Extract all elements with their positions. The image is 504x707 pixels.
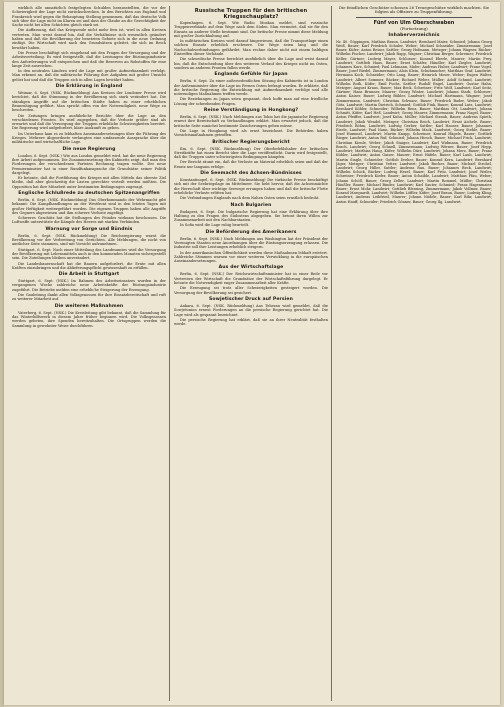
article-headline: Die Beförderung des Amerikaners	[205, 229, 297, 235]
article-headline: Nach Bulgarien	[230, 202, 272, 208]
article-paragraph: Berlin, 6. Sept. (NSK.) Nach Meldungen aus Washington hat der Präsident der Vereinigten Staaten neue Anordnungen über die Rüstungserzeugung erlassen. Die Industrie soll ihre Leistungen erheblich steigern.	[174, 236, 328, 250]
column-3	[336, 6, 492, 701]
section-divider	[356, 17, 472, 18]
article-paragraph: Berlin, 6. Sept. (NSK. Rückmeldung) Die Reichsregierung warnt die Bevölkerung vor der Verbreitung von Gerüchten. Alle Meldungen, die nicht von amtlicher Seite stammen, sind mit Vorsicht aufzunehmen.	[12, 233, 166, 247]
article-paragraph: Die Erzeugung sei trotz aller Schwierigkeiten gesteigert worden. Die Versorgung der Bevölkerung sei gesichert.	[174, 286, 328, 295]
list-subtitle: (Fortsetzung)	[400, 25, 428, 31]
article-paragraph: Er betonte, daß die Fortführung des Krieges mit allen Mitteln das oberste Ziel bleibe, daß aber gleichzeitig die Lasten gerechter verteilt werden müßten. Die Opposition hat ihre Mitarbeit unter bestimmten Bedingungen zugesagt.	[12, 176, 166, 189]
article-paragraph: Die Landesbauernschaft hat die Bauern aufgefordert, die Ernte mit allen Kräften einzubringen und die Ablieferungspflicht gewissenhaft zu erfüllen.	[12, 261, 166, 270]
article-paragraph: Die schwedische Presse berichtet ausführlich über die Lage und weist darauf hin, daß die Entscheidung über den weiteren Verlauf des Krieges nicht im Osten, sondern an anderen Fronten fallen werde.	[174, 57, 328, 70]
article-headline: Englische Schlußrede zu deutschen Spitzenangriffen	[18, 190, 160, 196]
article-paragraph: Konstantinopel, 6. Sept. (NSK. Rückmeldung) Die türkische Presse beschäftigt sich mit der Seekriegslage im Mittelmeer. Sie hebt hervor, daß die Achsenmächte die Herrschaft über wichtige Seewege errungen haben und daß die britische Flotte erhebliche Verluste erlitten hat.	[174, 178, 328, 195]
article-headline: Die neue Regierung	[62, 146, 116, 152]
article-paragraph: Stuttgart, 6. Sept. Nach einer Mitteilung des Landesamtes wird die Versorgung der Bevölkerung mit Lebensmitteln auch in den kommenden Monaten sichergestellt sein. Die Zuteilungen bleiben unverändert.	[12, 247, 166, 261]
article-headline: Russische Truppen für den britischen Kriegsschauplatz?	[194, 8, 308, 20]
article-paragraph: In den neutralen Ländern wird die Lage mit großer Aufmerksamkeit verfolgt. Man erkennt an, daß die militärische Führung ihre Aufgaben mit großer Umsicht gelöst hat und daß die Truppen sich in allen Lagen bewährt haben.	[12, 69, 166, 82]
column-rule	[331, 6, 332, 701]
article-headline: Aus der Wirtschaftslage	[218, 265, 284, 271]
column-2	[174, 6, 328, 701]
article-paragraph: Die persische Regierung hat erklärt, daß sie an ihrer Neutralität festhalten werde.	[174, 317, 328, 327]
newspaper-page	[4, 2, 500, 705]
name-list: Nr. 40. Göppingen, Mathias Braun, Landwirt; Bernhard Maier, Schmied; Johann Georg Weiß, Bauer; Karl Friedrich Schuler, Weber; Michael Schneider, Zimmermann; Josef Bauer, Küfer; Anton Reiser, Sattler; Georg Hofmann, Metzger; Johann Wagner, Bäcker; Wilhelm Fischer, Landwirt; Jakob Rapp, Wagner; Christian Berger, Schreiner; Friedrich Keller, Gärtner; Ludwig Mayer, Schlosser; Konrad Eberle, Maurer; Martin Frey, Landwirt; Gottlieb Haas, Bauer; Ernst Schäfer, Händler; Karl Ziegler, Landwirt; Johannes Kurz, Schmied; Paul Lehmann, Maler; Andreas Huber, Landwirt; Franz Vogel, Bauer; Josef Riedel, Zimmermann; Alois Klein, Schuhmacher; Matthias Graf, Landwirt; Hermann Koch, Schneider; Otto Lang, Bauer; Heinrich Moser, Weber; Eugen Walter, Landwirt; Albert Sommer, Bäcker; Richard Weber, Müller; Adolf Schmid, Landwirt; Wilhelm Roth, Küfer; Emil Fuchs, Sattler; Rudolf Engel, Landwirt; Gustav Hahn, Metzger; August Kraus, Bauer; Max Beck, Schreiner; Fritz Wolf, Landwirt; Karl Seitz, Gärtner; Hans Brunner, Maurer; Georg Winter, Landwirt; Johann Stark, Schlosser; Anton Kaiser, Bauer; Ludwig Bühler, Landwirt; Michael Hartmann, Wagner; Josef Zimmermann, Landwirt; Christian Schwarz, Bauer; Friedrich Bader, Weber; Jakob Götz, Landwirt; Martin Dietrich, Schmied; Gottlob Fink, Bauer; Konrad Lutz, Landwirt; Bernhard Köhler, Schneider; Wilhelm Renz, Bauer; Matthias Ott, Landwirt; Johann Schmitt, Küfer; Karl Heß, Landwirt; Georg Maurer, Zimmermann; Franz Nagel, Bauer; Anton Pfeiffer, Landwirt; Josef Kuhn, Müller; Michael Straub, Bauer; Andreas Spieth, Landwirt; Jakob Wendel, Metzger; Christian Reich, Landwirt; Ernst Aichele, Bauer; Friedrich Böhm, Landwirt; Ludwig Gerber, Sattler; Karl Hauser, Bauer; Johannes Eisele, Landwirt; Paul Nann, Bäcker; Wilhelm Mack, Landwirt; Georg Stehle, Bauer; Josef Hummel, Landwirt; Martin Knapp, Schreiner; Konrad Hägele, Bauer; Gottlieb Rieger, Landwirt; Anton Ruf, Schmied; Johann Hirsch, Bauer; Michael Frick, Landwirt; Christian Kienle, Weber; Jakob Staiger, Landwirt; Karl Widmann, Bauer; Friedrich Bosch, Landwirt; Georg Schnell, Zimmermann; Ludwig Wörner, Bauer; Josef Hepp, Landwirt; Matthias Haug, Küfer; Wilhelm Dürr, Landwirt; Johann Merz, Bauer; Franz Kübler, Landwirt; Anton Gaiser, Maurer; Ernst Häfele, Bauer; Karl Laub, Landwirt; Martin Single, Schneider; Gottlob Dreher, Bauer; Konrad Kern, Landwirt; Bernhard Jäger, Metzger; Christian Vetter, Landwirt; Jakob Bucher, Bauer; Michael Strobel, Landwirt; Georg Hiller, Sattler; Andreas Rau, Bauer; Johannes Beck, Landwirt; Wilhelm Schick, Bäcker; Ludwig Hezel, Bauer; Karl Fritz, Landwirt; Josef Weiler, Schreiner; Friedrich Kiefer, Bauer; Anton Schaible, Landwirt; Matthias Pfau, Weber; Johann Schöll, Bauer; Georg Zeller, Landwirt; Martin Rommel, Müller; Christian Häußler, Bauer; Michael Binder, Landwirt; Karl Sauter, Schmied; Franz Hagenmaier, Bauer; Ernst Mohr, Landwirt; Gottlieb Blessing, Zimmermann; Jakob Vollmer, Bauer; Konrad Marquardt, Landwirt; Wilhelm Löffler, Küfer; Josef Braun, Bauer; Ludwig Kling, Landwirt; Andreas Leibfried, Maurer; Johann Nädele, Bauer; Karl Bihr, Landwirt; Anton Hauff, Schneider; Friedrich Gönner, Bauer; Georg Ilg, Landwirt.	[336, 39, 492, 204]
article-paragraph: Budapest, 6. Sept. Die bulgarische Regierung hat eine Erklärung über ihre Haltung zu den Fragen des Südostens abgegeben. Sie betont ihren Willen zur Zusammenarbeit mit den Nachbarstaaten.	[174, 209, 328, 223]
article-paragraph: Berlin, 6. Sept. Zu einer außerordentlichen Sitzung des Kabinetts ist in London der Außenminister über die Lage im Fernen Osten befragt worden. Er erklärte, daß die britische Regierung die Entwicklung mit Aufmerksamkeit verfolge und alle notwendigen Maßnahmen treffen werde.	[174, 79, 328, 97]
article-paragraph: In der amerikanischen Öffentlichkeit werden diese Maßnahmen lebhaft erörtert. Zahlreiche Stimmen warnen vor einer weiteren Verwicklung in die europäischen Auseinandersetzungen.	[174, 250, 328, 264]
article-paragraph: Die Lage in Hongkong wird als ernst bezeichnet. Die Behörden haben Vorsichtsmaßnahmen getroffen.	[174, 128, 328, 138]
article-paragraph: In militärischen Kreisen wird darauf hingewiesen, daß die Transportlage einen solchen Einsatz erheblich erschwere. Die Wege seien lang und die Nachschubverbindungen gefährdet. Man rechne daher nicht mit einem baldigen Eintreffen dieser Verbände.	[174, 39, 328, 57]
list-title: Fünf von Ulm Oberschwaben	[373, 19, 455, 26]
article-paragraph: Kopenhagen, 6. Sept. Wie Radio Moskau meldet, sind russische Truppenverbände auf dem Wege nach dem Süden. Man vermutet, daß sie für den Einsatz an anderer Stelle bestimmt sind. Die britische Presse nimmt diese Meldung mit großer Zurückhaltung auf.	[174, 21, 328, 38]
article-paragraph: Die Verbindungen Englands nach dem Nahen Osten seien ernstlich bedroht.	[180, 196, 320, 201]
article-headline: Reine Verständigung in Hongkong?	[203, 108, 299, 114]
list-heading: Inhaberverzeichnis	[388, 32, 440, 38]
article-paragraph: Die Presse beschäftigt sich eingehend mit den Fragen der Versorgung und der Arbeitsverteilung. Es wird festgestellt, daß die Leistungen der Rüstungsindustrie den Anforderungen voll entsprechen und daß die Reserven an Rohstoffen für eine lange Zeit ausreichen.	[12, 50, 166, 68]
article-paragraph: Die Gauleitung dankt allen Volksgenossen für ihre Einsatzbereitschaft und ruft zu weiterer Mitarbeit auf.	[12, 293, 166, 302]
article-paragraph: London, 6. Sept. (NSK.) Wie aus London gemeldet wird, hat die neue Regierung ihre Arbeit aufgenommen. Die Zusammensetzung des Kabinetts zeigt, daß man den Forderungen der verschiedenen Parteien Rechnung tragen wollte. Der neue Premierminister hat in einer Rundfunkansprache die Grundsätze seiner Politik dargelegt.	[12, 153, 166, 175]
article-headline: Britischer Regierungsbericht	[212, 139, 290, 145]
article-paragraph: In Sofia wird die Lage ruhig beurteilt.	[180, 223, 250, 228]
article-headline: Die Erklärung in England	[55, 84, 123, 90]
article-headline: Die weiteren Maßnahmen	[54, 303, 124, 309]
article-paragraph: Die Auffassung, daß das Kriegsende nicht mehr fern ist, wird in allen Kreisen vertreten. Man weist darauf hin, daß die Verhältnisse sich wesentlich geändert haben und daß die Bevölkerung der besetzten Gebiete sich in die neue Ordnung einfügt. Die Wirtschaft wird nach den Grundsätzen geleitet, die sich im Reich bewährt haben.	[12, 28, 166, 50]
article-paragraph: Weimar, 6. Sept. (NSK. Rückmeldung) Aus Kreisen der Londoner Presse wird berichtet, daß die Stimmung in der Bevölkerung sich stark verändert hat. Die ständigen Angriffe auf die britischen Städte haben zu einer erheblichen Beunruhigung geführt. Man spricht offen von der Notwendigkeit, neue Wege zu beschreiten.	[12, 91, 166, 113]
top-note: Die feindlichen Geschütze schossen 26 Treuegeschütze wirklich machten. Sie folgten als Offiziere zu Truppenführung.	[338, 6, 490, 15]
article-paragraph: Ilm, 6. Sept. (NSK. Rückmeldung) Der Oberbefehlshaber der britischen Streitkräfte hat einen Bericht über die Lage veröffentlicht. Darin wird festgestellt, daß die Truppen unter schwierigsten Bedingungen kämpfen.	[174, 146, 328, 160]
article-headline: Warnung vor Sorge und Bündnis	[45, 226, 133, 232]
article-headline: Englands Gefühle für Japan	[214, 72, 288, 78]
article-paragraph: Stuttgart, 6. Sept. (NSK.) Im Rahmen des Arbeitseinsatzes wurden in der vergangenen Woche zahlreiche neue Arbeitskräfte der Rüstungsindustrie zugeführt. Die Betriebe melden eine erhebliche Steigerung der Erzeugung.	[12, 279, 166, 292]
article-paragraph: Berlin, 6. Sept. (NSK.) Nach Meldungen aus Tokio hat die japanische Regierung erneut ihre Bereitschaft zu Verhandlungen erklärt. Man erwartet jedoch, daß die britische Seite zunächst bestimmte Zusicherungen geben müsse.	[174, 115, 328, 128]
article-headline: Die Arbeit in Stuttgart	[58, 272, 120, 278]
article-paragraph: Schweres Geschütz hat die Stellungen des Feindes wirksam beschossen. Die Luftwaffe unterstützte die Kämpfe des Heeres mit starken Verbänden.	[12, 216, 166, 225]
article-headline: Sowjetischer Druck auf Persien	[208, 296, 293, 302]
article-paragraph: Ankara, 6. Sept. (NSK. Rückmeldung) Aus Teheran wird gemeldet, daß die Sowjetunion erneut Forderungen an die persische Regierung gerichtet hat. Die Lage wird als gespannt bezeichnet.	[174, 303, 328, 317]
article-headline: Die Seemacht des Achsen-Bündnisses	[200, 171, 302, 177]
column-rule	[169, 6, 170, 701]
article-paragraph: wirklich alle unnatürlich festgelegten Schulden herausstellten, die vor der Schwierigkeit der Lage nicht zurückschrecken. In den Berichten aus England und Frankreich wird gegen die Behauptung Stellung genommen, daß das deutsche Volk sich über die Lage nicht im Klaren sei und dass der Glaube an die Gerechtigkeit der Sache nicht bei allen Schichten gleich stark sei.	[12, 6, 166, 28]
article-paragraph: Vaterberg, 6. Sept. (NSK.) Die Kreisleitung gibt bekannt, daß die Sammlung für das Winterhilfswerk in diesem Jahre früher beginnen wird. Die Volksgenossen werden gebeten, ihre Spenden bereitzuhalten. Die Ortsgruppen werden die Sammlung in gewohnter Weise durchführen.	[12, 310, 166, 328]
article-paragraph: Die Zeitungen bringen ausführliche Berichte über die Lage an den verschiedenen Fronten. Es wird zugegeben, daß die Verluste größer sind als erwartet und daß die Versorgung der Truppen erhebliche Schwierigkeiten bereitet. Die Regierung wird aufgefordert, klare Auskunft zu geben.	[12, 113, 166, 131]
article-paragraph: Die Beziehungen zu Japan seien gespannt, doch hoffe man auf eine friedliche Lösung der schwebenden Fragen.	[174, 97, 328, 106]
article-paragraph: Berlin, 6. Sept. (NSK.) Der Reichswirtschaftsminister hat in einer Rede vor Vertretern der Wirtschaft die Grundsätze der Wirtschaftsführung dargelegt. Er betonte die Notwendigkeit enger Zusammenarbeit aller Kräfte.	[174, 272, 328, 286]
article-paragraph: Der Bericht räumt ein, daß die Verluste an Material erheblich seien und daß der Ersatz nur langsam erfolge.	[174, 160, 328, 169]
article-paragraph: Im Unterhaus kam es zu lebhaften Auseinandersetzungen über die Führung des Krieges. Mehrere Abgeordnete verlangten eine umfassende Aussprache über die militärische und wirtschaftliche Lage.	[12, 131, 166, 145]
article-paragraph: Berlin, 6. Sept. (NSK. Rückmeldung) Das Oberkommando der Wehrmacht gibt bekannt: Die Kampfhandlungen an der Westfront sind in den letzten Tagen mit großer Heftigkeit weitergeführt worden. Die eigenen Truppen haben alle Angriffe des Gegners abgewiesen und ihm schwere Verluste zugefügt.	[12, 197, 166, 215]
column-1	[12, 6, 166, 701]
